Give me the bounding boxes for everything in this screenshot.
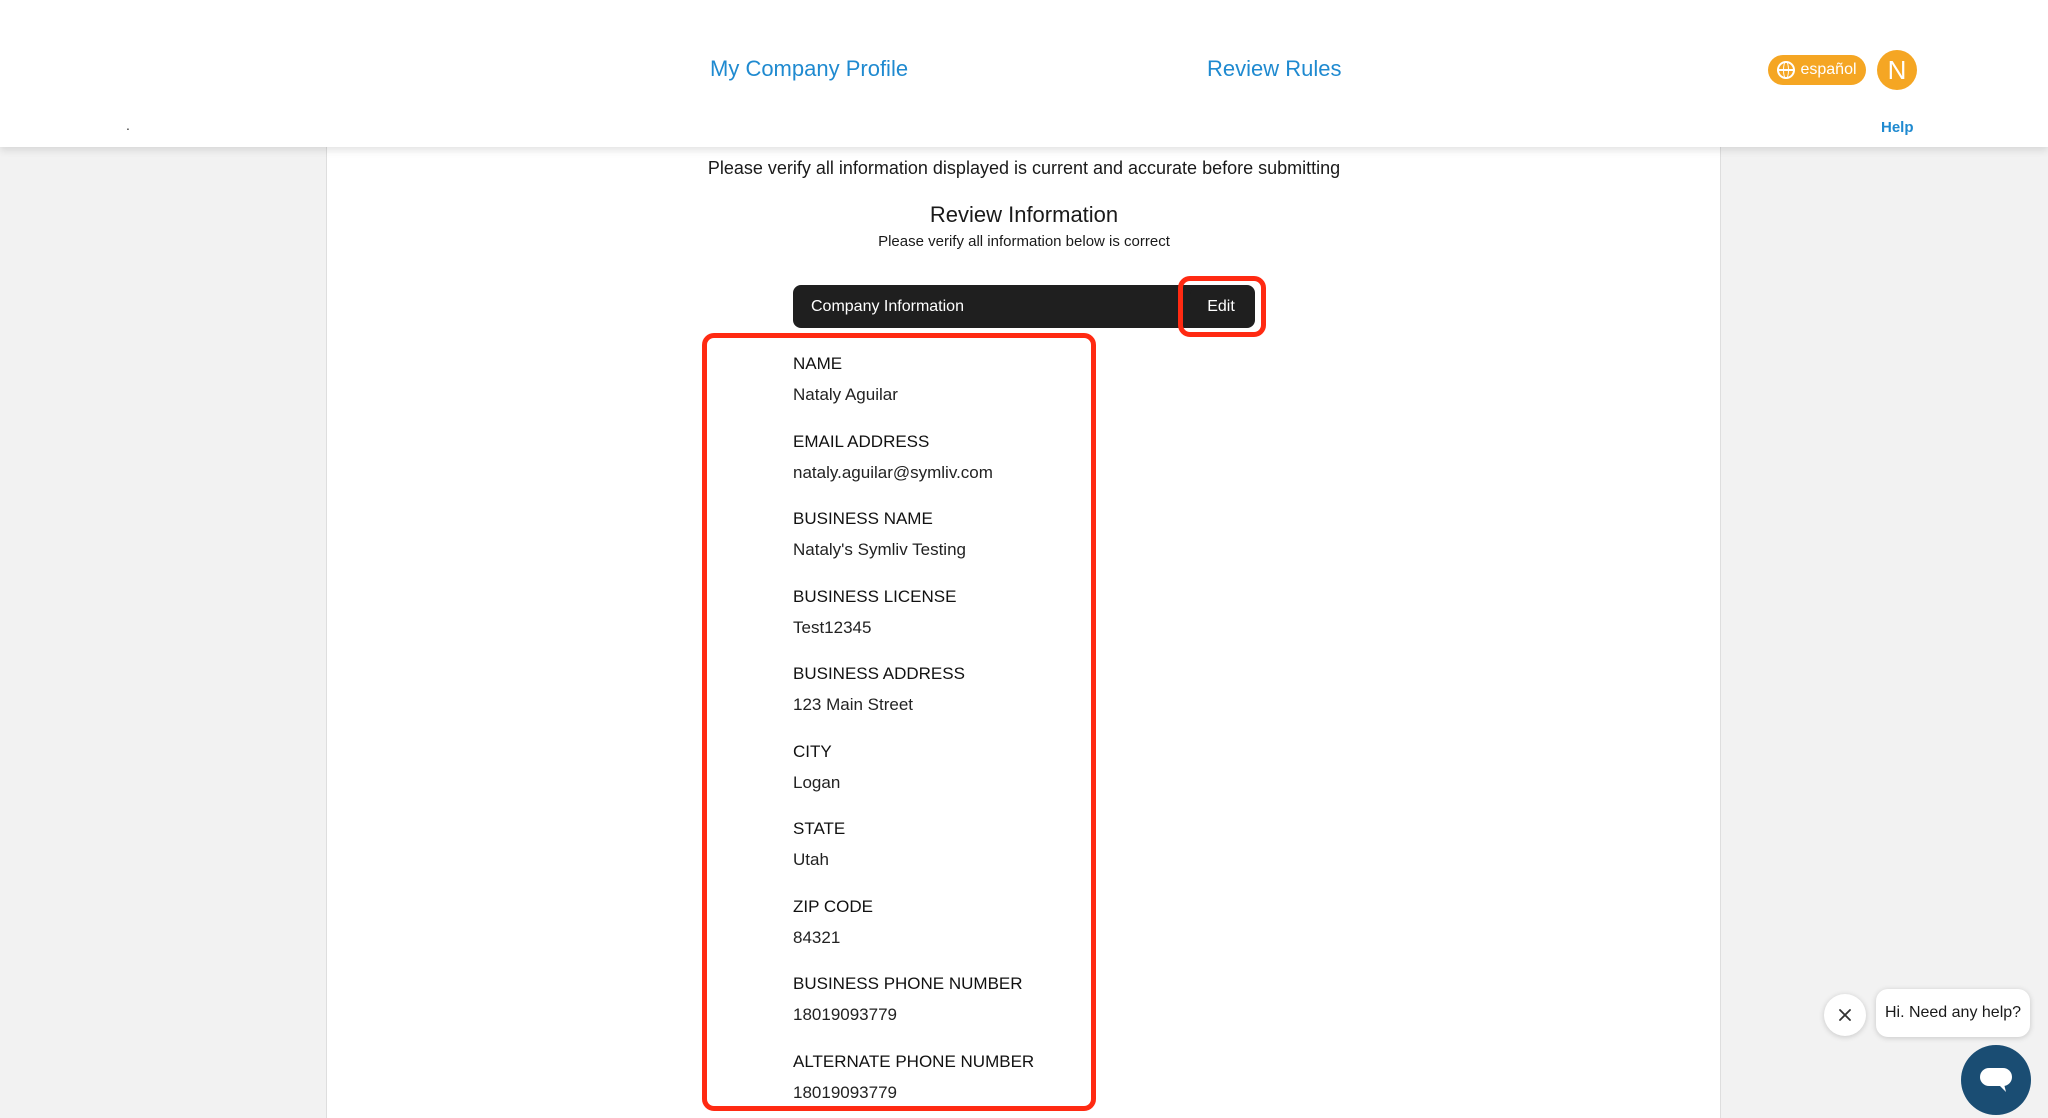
field-business-license bbox=[793, 586, 1193, 664]
company-fields-list bbox=[793, 353, 1193, 1118]
field-label: ZIP CODE bbox=[793, 896, 873, 916]
field-city bbox=[793, 741, 1193, 819]
field-label: NAME bbox=[793, 354, 843, 373]
field-value: 123 Main Street bbox=[793, 695, 914, 714]
close-icon bbox=[1837, 1007, 1853, 1023]
nav-review-rules[interactable]: Review Rules bbox=[1207, 56, 1342, 81]
logo-placeholder: . bbox=[126, 117, 130, 133]
chat-greeting-bubble[interactable]: Hi. Need any help? bbox=[1876, 989, 2030, 1037]
user-avatar[interactable]: N bbox=[1877, 50, 1917, 90]
field-name bbox=[793, 353, 1193, 431]
nav-my-company-profile[interactable]: My Company Profile bbox=[710, 56, 909, 81]
field-label: BUSINESS LICENSE bbox=[793, 586, 957, 606]
field-value: nataly.aguilar@symliv.com bbox=[793, 462, 993, 482]
globe-icon bbox=[1777, 61, 1795, 79]
help-link[interactable]: Help bbox=[1881, 119, 1914, 136]
field-business-name bbox=[793, 508, 1193, 586]
field-label: ALTERNATE PHONE NUMBER bbox=[793, 1051, 1035, 1071]
field-label: BUSINESS PHONE NUMBER bbox=[793, 974, 1023, 993]
field-label: CITY bbox=[793, 741, 832, 761]
company-information-header bbox=[793, 285, 1255, 328]
field-email-address bbox=[793, 431, 1193, 509]
chat-launcher-button[interactable] bbox=[1961, 1045, 2031, 1115]
field-value: Nataly's Symliv Testing bbox=[793, 540, 966, 559]
field-label: EMAIL ADDRESS bbox=[793, 431, 930, 451]
field-value: 18019093779 bbox=[793, 1082, 898, 1102]
field-business-address bbox=[793, 663, 1193, 741]
top-navigation-bar bbox=[0, 0, 2048, 147]
field-value: 84321 bbox=[793, 927, 841, 947]
field-zip-code bbox=[793, 896, 1193, 974]
field-business-phone-number bbox=[793, 973, 1193, 1051]
field-value: Test12345 bbox=[793, 617, 872, 637]
review-subtitle: Please verify all information below is correct bbox=[878, 233, 1170, 250]
section-title: Company Information bbox=[811, 298, 964, 315]
field-label: STATE bbox=[793, 819, 846, 838]
field-value: Nataly Aguilar bbox=[793, 385, 898, 404]
review-title: Review Information bbox=[929, 202, 1119, 227]
field-value: 18019093779 bbox=[793, 1005, 898, 1024]
chat-icon bbox=[1979, 1065, 2013, 1095]
field-label: BUSINESS NAME bbox=[793, 509, 933, 528]
field-label: BUSINESS ADDRESS bbox=[793, 664, 965, 683]
verification-notice: Please verify all information displayed is current and accurate before submitting bbox=[707, 158, 1341, 178]
chat-dismiss-button[interactable] bbox=[1824, 994, 1866, 1036]
field-value: Logan bbox=[793, 772, 841, 792]
field-alternate-phone-number bbox=[793, 1051, 1193, 1118]
edit-button[interactable]: Edit bbox=[1190, 289, 1252, 325]
field-state bbox=[793, 818, 1193, 896]
language-label: español bbox=[1800, 61, 1857, 78]
field-value: Utah bbox=[793, 850, 829, 869]
language-toggle-button[interactable] bbox=[1768, 55, 1866, 85]
